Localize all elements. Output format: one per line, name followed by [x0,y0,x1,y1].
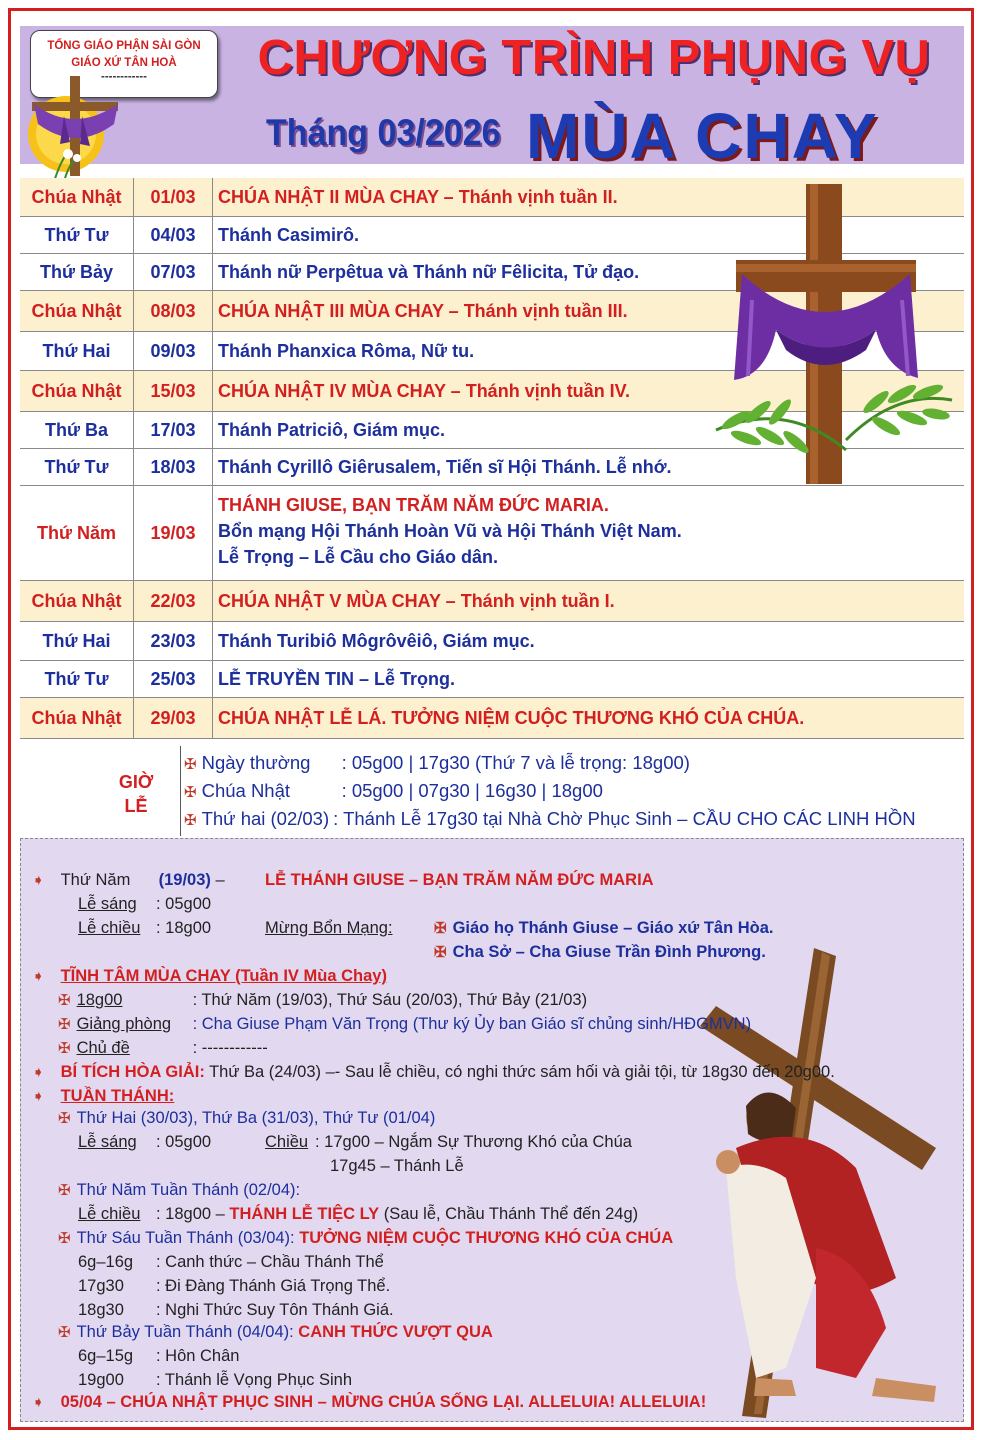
mass-hours-label-line1: GIỜ [118,772,154,792]
cross-with-cloth-icon [706,180,956,492]
feast-label: Mừng Bổn Mạng: [265,919,393,937]
monday-label: Thứ hai (02/03) [201,808,330,829]
small-cross-icon: ✠ [184,812,197,829]
joseph-morning-line [78,894,211,914]
retreat-speaker-line [58,1014,751,1035]
holy-saturday-line [58,1322,493,1343]
calendar-day: Thứ Năm [36,523,117,543]
calendar-celebration: LỄ TRUYỀN TIN – Lễ Trọng. [218,669,456,689]
calendar-day: Thứ Tư [44,669,109,689]
calendar-day: Chúa Nhật [31,708,122,728]
bullet-arrow-icon: ➧ [32,1088,45,1105]
calendar-date: 08/03 [133,291,213,331]
monday-text: : Thánh Lễ 17g30 tại Nhà Chờ Phục Sinh – CẦU CHO CÁC LINH HỒN [333,808,916,829]
calendar-date: 07/03 [133,254,213,290]
confession-text: Thứ Ba (24/03) –- Sau lễ chiều, có nghi thức sám hối và giải tội, từ 18g30 đến 20g00. [204,1063,835,1081]
calendar-date: 19/03 [133,486,213,580]
mass-hours-label [116,770,156,818]
confession-title: BÍ TÍCH HÒA GIẢI: [60,1063,205,1081]
retreat-days: : Thứ Năm (19/03), Thứ Sáu (20/03), Thứ Bảy (21/03) [192,991,588,1009]
morning-mass-label: Lễ sáng [78,1133,137,1151]
retreat-title: TĨNH TÂM MÙA CHAY (Tuần IV Mùa Chay) [60,967,387,985]
calendar-day: Chúa Nhật [31,187,122,207]
joseph-date: (19/03) [158,871,211,889]
calendar-date: 15/03 [133,371,213,411]
hw-evening-1: : 17g00 – Ngắm Sự Thương Khó của Chúa [315,1133,632,1151]
calendar-row [20,698,964,739]
small-cross-icon: ✠ [58,1110,71,1127]
calendar-celebration: CHÚA NHẬT II MÙA CHAY – Thánh vịnh tuần II. [218,187,618,207]
bullet-arrow-icon: ➧ [32,968,45,985]
holy-thursday: Thứ Năm Tuần Thánh (02/04): [76,1181,301,1199]
holy-thursday-line [58,1180,300,1201]
calendar-date: 22/03 [133,581,213,621]
calendar-celebration: Thánh Casimirô. [218,225,360,245]
good-friday-item-2 [78,1276,390,1296]
weekday-mass-line [184,752,690,774]
evening-mass-label: Lễ chiều [78,1205,141,1223]
calendar-day: Thứ Tư [44,457,109,477]
item-time: 17g30 [78,1277,124,1295]
mass-hours-section [20,746,964,836]
calendar-celebration: Thánh Phanxica Rôma, Nữ tu. [218,341,475,361]
retreat-time-line [58,990,587,1011]
retreat-topic-line [58,1038,268,1059]
holy-saturday-item-1 [78,1346,239,1366]
holy-week-title: TUẦN THÁNH: [60,1087,175,1105]
calendar-day: Thứ Hai [42,341,111,361]
easter-title: 05/04 – CHÚA NHẬT PHỤC SINH – MỪNG CHÚA SỐNG LẠI. ALLELUIA! ALLELUIA! [60,1393,707,1411]
retreat-time: 18g00 [76,991,123,1009]
confession-line [32,1062,835,1083]
calendar-celebration: Thánh nữ Perpêtua và Thánh nữ Fêlicita, Tử đạo. [218,262,640,282]
calendar-day: Thứ Bảy [39,262,114,282]
calendar-celebration: Thánh Turibiô Môgrôvêiô, Giám mục. [218,631,535,651]
holy-week-heading [32,1086,174,1107]
weekday-times: : 05g00 | 17g30 (Thứ 7 và lễ trọng: 18g00) [341,752,690,773]
holy-saturday: Thứ Bảy Tuần Thánh (04/04): [76,1323,294,1341]
month-label: Tháng 03/2026 [266,112,501,153]
retreat-speaker-label: Giảng phòng [76,1015,172,1033]
holy-thursday-note: (Sau lễ, Chầu Thánh Thể đến 24g) [383,1205,639,1223]
bullet-arrow-icon: ➧ [32,1394,45,1411]
feast-honoree-1-text: Giáo họ Thánh Giuse – Giáo xứ Tân Hòa. [452,919,774,937]
good-friday: Thứ Sáu Tuần Thánh (03/04): [76,1229,295,1247]
small-cross-icon: ✠ [58,1230,71,1247]
item-time: 19g00 [78,1371,124,1389]
evening-label: Chiều [265,1133,309,1151]
easter-line [32,1392,706,1413]
monday-mass-line [184,808,916,830]
calendar-date: 23/03 [133,622,213,660]
good-friday-item-1 [78,1252,384,1272]
calendar-date: 18/03 [133,449,213,485]
evening-mass-label: Lễ chiều [78,919,141,937]
hw-days-line [58,1108,435,1129]
good-friday-item-3 [78,1300,394,1320]
item-text: : Nghi Thức Suy Tôn Thánh Giá. [156,1301,394,1319]
small-cross-icon: ✠ [58,992,71,1009]
calendar-celebration: Thánh Cyrillô Giêrusalem, Tiến sĩ Hội Thánh. Lễ nhớ. [218,457,672,477]
item-text: : Đi Đàng Thánh Giá Trọng Thể. [156,1277,391,1295]
sunday-label: Chúa Nhật [201,780,291,801]
hw-days: Thứ Hai (30/03), Thứ Ba (31/03), Thứ Tư (01/04) [76,1109,436,1127]
small-cross-icon: ✠ [58,1016,71,1033]
calendar-row [20,622,964,661]
mass-hours-label-line2: LỄ [124,796,148,816]
item-text: : Thánh lễ Vọng Phục Sinh [156,1371,353,1389]
calendar-row [20,486,964,581]
sunday-mass-line [184,780,603,802]
small-cross-icon: ✠ [184,784,197,801]
small-cross-icon: ✠ [58,1040,71,1057]
joseph-morning-time: : 05g00 [156,895,212,913]
holy-thursday-mass [78,1204,638,1224]
calendar-date: 09/03 [133,332,213,370]
morning-mass-label: Lễ sáng [78,895,137,913]
small-cross-icon: ✠ [434,944,447,961]
calendar-day: Thứ Ba [44,420,109,440]
bullet-arrow-icon: ➧ [32,1064,45,1081]
small-cross-icon: ✠ [184,756,197,773]
calendar-celebration: Thánh Patriciô, Giám mục. [218,420,446,440]
retreat-heading [32,966,387,987]
holy-thursday-time: : 18g00 – [156,1205,225,1223]
hw-evening-line [265,1132,632,1152]
calendar-date: 04/03 [133,217,213,253]
calendar-day: Chúa Nhật [31,591,122,611]
calendar-day: Thứ Hai [42,631,111,651]
calendar-date: 01/03 [133,178,213,216]
item-time: 18g30 [78,1301,124,1319]
joseph-feast-line [32,870,225,891]
season-title: MÙA CHAY [526,100,879,172]
calendar-celebration: Bổn mạng Hội Thánh Hoàn Vũ và Hội Thánh Việt Nam. [218,521,682,541]
calendar-row [20,661,964,698]
feast-honoree-2-text: Cha Sở – Cha Giuse Trần Đình Phương. [452,943,766,961]
calendar-day: Thứ Tư [44,225,109,245]
calendar-date: 29/03 [133,698,213,738]
holy-saturday-item-2 [78,1370,352,1390]
calendar-date: 17/03 [133,412,213,448]
joseph-evening-time: : 18g00 [156,919,212,937]
item-time: 6g–15g [78,1347,134,1365]
calendar-celebration: CHÚA NHẬT LỄ LÁ. TƯỞNG NIỆM CUỘC THƯƠNG KHÓ CỦA CHÚA. [218,708,805,728]
parish-name: GIÁO XỨ TÂN HOÀ [71,57,177,69]
good-friday-title: TƯỞNG NIỆM CUỘC THƯƠNG KHÓ CỦA CHÚA [299,1229,674,1247]
bullet-arrow-icon: ➧ [32,872,45,889]
joseph-dash: – [210,871,225,889]
small-cross-icon: ✠ [58,1324,71,1341]
calendar-day: Chúa Nhật [31,381,122,401]
small-cross-icon: ✠ [58,1182,71,1199]
calendar-celebration: CHÚA NHẬT IV MÙA CHAY – Thánh vịnh tuần IV. [218,381,631,401]
item-time: 6g–16g [78,1253,134,1271]
divider [180,746,181,836]
parish-dashes: ------------ [101,71,147,83]
calendar-date: 25/03 [133,661,213,697]
hw-morning-time: : 05g00 [156,1133,212,1151]
last-supper-title: THÁNH LỄ TIỆC LY [229,1205,380,1223]
retreat-topic-label: Chủ đề [76,1039,130,1057]
joseph-evening-line [78,918,211,938]
calendar-celebration: CHÚA NHẬT V MÙA CHAY – Thánh vịnh tuần I. [218,591,615,611]
calendar-celebration: CHÚA NHẬT III MÙA CHAY – Thánh vịnh tuần III. [218,301,628,321]
hw-evening-2: 17g45 – Thánh Lễ [330,1157,464,1175]
easter-vigil-title: CANH THỨC VƯỢT QUA [298,1323,493,1341]
item-text: : Canh thức – Chầu Thánh Thể [156,1253,384,1271]
joseph-day: Thứ Năm [60,871,131,889]
lent-emblem-icon [24,72,134,184]
weekday-label: Ngày thường [201,752,311,773]
page-title: CHƯƠNG TRÌNH PHỤNG VỤ [257,31,931,85]
sunday-times: : 05g00 | 07g30 | 16g30 | 18g00 [341,780,603,801]
retreat-topic: : ------------ [192,1039,268,1057]
calendar-row [20,581,964,622]
calendar-day: Chúa Nhật [31,301,122,321]
diocese-name: TỔNG GIÁO PHẬN SÀI GÒN [47,40,201,52]
joseph-title: LỄ THÁNH GIUSE – BẠN TRĂM NĂM ĐỨC MARIA [265,871,654,889]
item-text: : Hôn Chân [156,1347,240,1365]
feast-honoree-2 [434,942,766,963]
good-friday-line [58,1228,673,1249]
calendar-celebration: Lễ Trọng – Lễ Cầu cho Giáo dân. [218,547,499,567]
retreat-speaker: : Cha Giuse Phạm Văn Trọng (Thư ký Ủy ban Giáo sĩ chủng sinh/HĐGMVN) [192,1015,752,1033]
feast-honoree-1 [434,918,774,939]
small-cross-icon: ✠ [434,920,447,937]
hw-morning-line [78,1132,211,1152]
calendar-celebration: THÁNH GIUSE, BẠN TRĂM NĂM ĐỨC MARIA. [218,495,609,515]
